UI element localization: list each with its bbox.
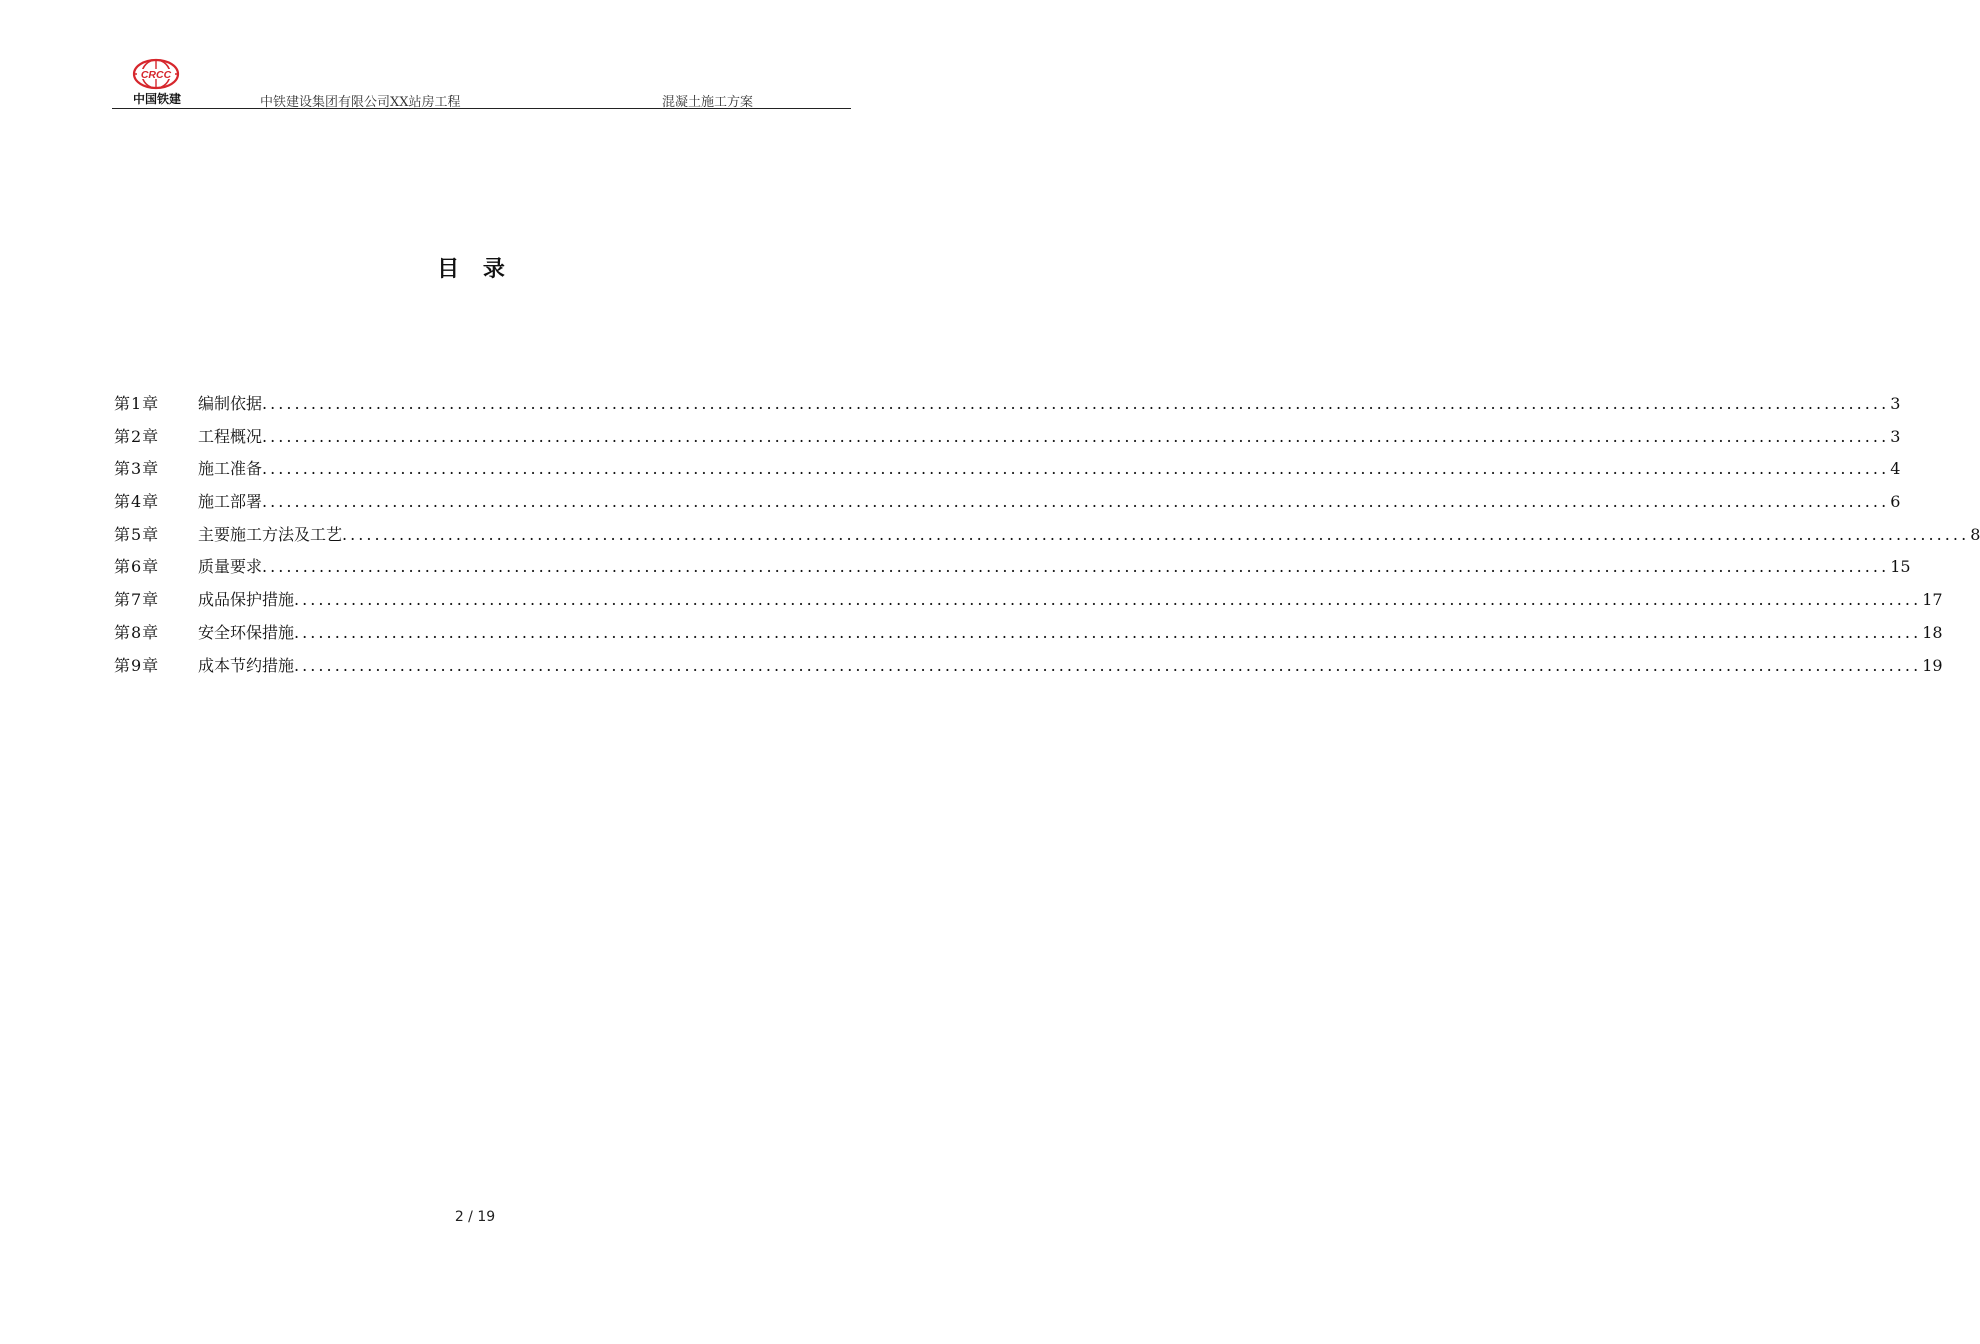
toc-entry[interactable] xyxy=(114,587,1943,620)
toc-page-number: 4 xyxy=(1890,459,1901,479)
toc-heading: 目 录 xyxy=(437,257,513,282)
toc-page-number: 19 xyxy=(1922,655,1943,675)
toc-chapter-title: 施工部署 xyxy=(198,492,263,512)
toc-leader-dots: ........................................................................................................................................................................................................ xyxy=(294,655,1922,675)
crcc-logo xyxy=(122,56,186,106)
toc-leader-dots: ........................................................................................................................................................................................................ xyxy=(294,622,1922,642)
toc-page-number: 6 xyxy=(1890,492,1901,512)
toc-leader-dots: ........................................................................................................................................................................................................ xyxy=(262,557,1890,577)
table-of-contents xyxy=(114,391,1980,685)
toc-chapter-title: 主要施工方法及工艺 xyxy=(198,524,343,544)
toc-entry[interactable] xyxy=(114,653,1943,686)
toc-chapter-number: 第3章 xyxy=(114,459,160,479)
crcc-logo-icon xyxy=(131,58,181,90)
svg-text:CRCC: CRCC xyxy=(140,69,172,81)
toc-leader-dots: ........................................................................................................................................................................................................ xyxy=(262,426,1890,446)
toc-chapter-number: 第2章 xyxy=(114,426,160,446)
toc-entry[interactable] xyxy=(114,456,1901,489)
toc-page-number: 3 xyxy=(1890,394,1901,413)
toc-chapter-number: 第7章 xyxy=(114,590,160,610)
toc-page-number: 8 xyxy=(1970,524,1980,544)
toc-chapter-title: 工程概况 xyxy=(198,426,263,446)
toc-chapter-number: 第6章 xyxy=(114,557,160,577)
toc-page-number: 17 xyxy=(1922,590,1943,610)
toc-leader-dots: ........................................................................................................................................................................................................ xyxy=(262,394,1890,413)
toc-leader-dots: ........................................................................................................................................................................................................ xyxy=(262,459,1890,479)
toc-entry[interactable] xyxy=(114,522,1980,555)
toc-chapter-number: 第8章 xyxy=(114,622,160,642)
toc-leader-dots: ........................................................................................................................................................................................................ xyxy=(342,524,1970,544)
toc-chapter-title: 成品保护措施 xyxy=(198,590,295,610)
toc-chapter-number: 第4章 xyxy=(114,492,160,512)
toc-chapter-title: 编制依据 xyxy=(198,394,263,413)
toc-leader-dots: ........................................................................................................................................................................................................ xyxy=(262,492,1890,512)
toc-chapter-title: 成本节约措施 xyxy=(198,655,295,675)
toc-chapter-number: 第5章 xyxy=(114,524,160,544)
toc-page-number: 18 xyxy=(1922,622,1943,642)
page-indicator: 2 / 19 xyxy=(454,1209,496,1225)
header-company: 中铁建设集团有限公司XX站房工程 xyxy=(260,95,461,110)
toc-entry[interactable] xyxy=(114,391,1901,424)
toc-entry[interactable] xyxy=(114,554,1911,587)
toc-leader-dots: ........................................................................................................................................................................................................ xyxy=(294,590,1922,610)
toc-chapter-number: 第9章 xyxy=(114,655,160,675)
toc-entry[interactable] xyxy=(114,620,1943,653)
toc-entry[interactable] xyxy=(114,424,1901,457)
toc-page-number: 15 xyxy=(1890,557,1911,577)
toc-chapter-title: 质量要求 xyxy=(198,557,263,577)
toc-chapter-title: 施工准备 xyxy=(198,459,263,479)
header-document-title: 混凝土施工方案 xyxy=(662,95,754,110)
toc-entry[interactable] xyxy=(114,489,1901,522)
logo-text: 中国铁建 xyxy=(132,92,181,106)
toc-page-number: 3 xyxy=(1890,426,1901,446)
page-header xyxy=(112,56,851,109)
toc-chapter-number: 第1章 xyxy=(114,394,160,413)
toc-chapter-title: 安全环保措施 xyxy=(198,622,295,642)
